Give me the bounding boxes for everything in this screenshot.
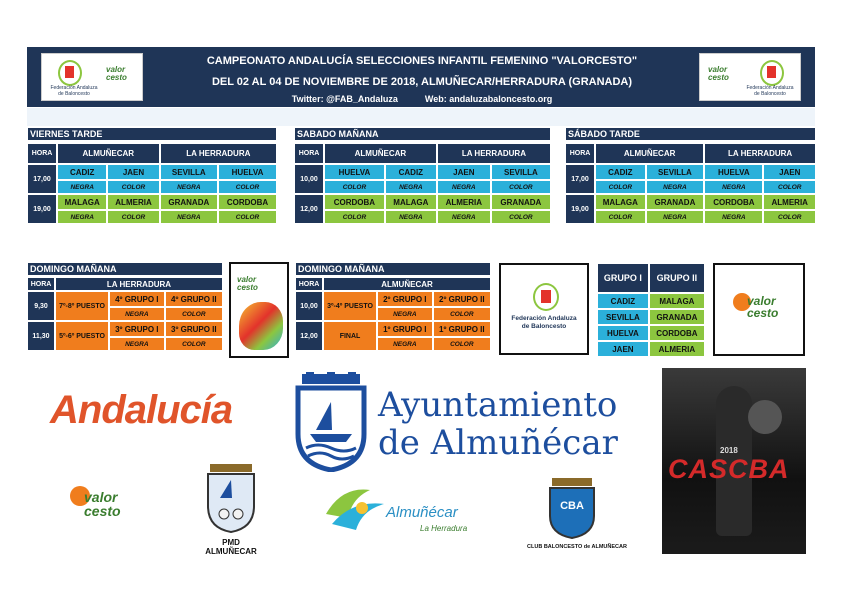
- color-cell: NEGRA: [161, 181, 217, 193]
- ayuntamiento-title: [378, 386, 618, 462]
- valorcesto-logo: valor cesto: [106, 65, 127, 82]
- section-title-viernes: VIERNES TARDE: [28, 128, 276, 140]
- poster-year: 2018: [720, 446, 738, 455]
- hora-header: HORA: [28, 278, 54, 290]
- poster-thumbnail: [229, 262, 289, 358]
- hora-header: HORA: [295, 144, 323, 163]
- fab-logo-text: Federación Andaluza de Baloncesto: [746, 85, 794, 97]
- venue-header: ALMUÑECAR: [325, 144, 436, 163]
- color-cell: COLOR: [219, 211, 276, 223]
- position-cell: 3º-4º PUESTO: [324, 292, 376, 320]
- color-cell: COLOR: [434, 308, 490, 320]
- web-link[interactable]: Web: andaluzabaloncesto.org: [424, 94, 553, 104]
- header-banner: [27, 47, 815, 107]
- color-cell: COLOR: [764, 181, 815, 193]
- valorcesto-logo: valor cesto: [84, 489, 121, 519]
- group-team: ALMERIA: [650, 342, 704, 356]
- valorcesto-footer-logo: [66, 484, 156, 534]
- team-cell: HUELVA: [705, 165, 762, 179]
- team-cell: CORDOBA: [705, 195, 762, 209]
- schedule-sabado-manana: [293, 142, 552, 225]
- pmd-line2: ALMUÑECAR: [205, 547, 257, 556]
- almunecar-wordmark: Almuñécar: [386, 504, 458, 521]
- color-cell: COLOR: [764, 211, 815, 223]
- almunecar-tourism-logo: [322, 484, 492, 544]
- team-cell: CADIZ: [386, 165, 436, 179]
- ayuntamiento-line1: Ayuntamiento: [378, 385, 618, 425]
- schedule-domingo-herradura: [26, 276, 224, 352]
- time-cell: 17,00: [566, 165, 594, 193]
- color-cell: COLOR: [325, 181, 384, 193]
- championship-title: CAMPEONATO ANDALUCÍA SELECCIONES INFANTIL FEMENINO "VALORCESTO": [206, 55, 638, 67]
- header-logos-right: [699, 53, 801, 101]
- team-cell: CADIZ: [596, 165, 645, 179]
- valorcesto-logo: valor cesto: [747, 294, 779, 320]
- section-title-sabado-manana: SABADO MAÑANA: [295, 128, 550, 140]
- team-cell: 1º GRUPO I: [378, 322, 432, 336]
- team-cell: SEVILLA: [647, 165, 704, 179]
- venue-header: ALMUÑECAR: [58, 144, 159, 163]
- color-cell: NEGRA: [647, 211, 704, 223]
- color-cell: COLOR: [108, 211, 158, 223]
- team-cell: 3º GRUPO I: [110, 322, 164, 336]
- group-team: GRANADA: [650, 310, 704, 324]
- pmd-line1: PMD: [222, 538, 240, 547]
- pmd-label: [190, 538, 272, 556]
- team-cell: ALMERIA: [764, 195, 815, 209]
- color-cell: NEGRA: [58, 211, 106, 223]
- group-team: MALAGA: [650, 294, 704, 308]
- poster-graphic: [239, 302, 283, 350]
- team-cell: 4º GRUPO II: [166, 292, 222, 306]
- team-cell: CADIZ: [58, 165, 106, 179]
- color-cell: NEGRA: [378, 338, 432, 350]
- team-cell: 1º GRUPO II: [434, 322, 490, 336]
- team-cell: HUELVA: [219, 165, 276, 179]
- schedule-domingo-almunecar: [294, 276, 492, 352]
- time-cell: 17,00: [28, 165, 56, 193]
- color-cell: NEGRA: [386, 181, 436, 193]
- fab-logo-text: Federación Andaluza de Baloncesto: [511, 315, 577, 330]
- group-team: HUELVA: [598, 326, 648, 340]
- color-cell: COLOR: [492, 211, 550, 223]
- color-cell: NEGRA: [438, 181, 490, 193]
- schedule-sabado-tarde: [564, 142, 817, 225]
- venue-header: LA HERRADURA: [161, 144, 276, 163]
- team-cell: MALAGA: [596, 195, 645, 209]
- team-cell: 2º GRUPO I: [378, 292, 432, 306]
- team-cell: ALMERIA: [438, 195, 490, 209]
- ayuntamiento-line2: de Almuñécar: [378, 423, 618, 463]
- color-cell: NEGRA: [438, 211, 490, 223]
- valorcesto-logo: valor cesto: [708, 65, 729, 82]
- color-cell: COLOR: [166, 338, 222, 350]
- color-cell: NEGRA: [705, 211, 762, 223]
- hora-header: HORA: [28, 144, 56, 163]
- color-cell: COLOR: [219, 181, 276, 193]
- ayuntamiento-shield-icon: [292, 372, 370, 472]
- cascba-poster: [662, 368, 806, 554]
- andalucia-logo: Andalucía: [50, 388, 233, 432]
- venue-header: ALMUÑECAR: [324, 278, 490, 290]
- time-cell: 10,00: [296, 292, 322, 320]
- pmd-shield-icon: [204, 462, 258, 534]
- color-cell: COLOR: [325, 211, 384, 223]
- color-cell: COLOR: [596, 181, 645, 193]
- venue-header: LA HERRADURA: [705, 144, 815, 163]
- hora-header: HORA: [296, 278, 322, 290]
- time-cell: 11,30: [28, 322, 54, 350]
- fab-logo-icon: [760, 60, 784, 86]
- color-cell: NEGRA: [161, 211, 217, 223]
- groups-table: [596, 262, 706, 358]
- cba-label: CBA: [560, 500, 584, 512]
- team-cell: SEVILLA: [161, 165, 217, 179]
- venue-header: ALMUÑECAR: [596, 144, 703, 163]
- contact-line: [177, 94, 667, 104]
- twitter-link[interactable]: Twitter: @FAB_Andaluza: [291, 94, 398, 104]
- color-cell: NEGRA: [110, 338, 164, 350]
- color-cell: NEGRA: [705, 181, 762, 193]
- cba-shield-icon: [546, 476, 598, 540]
- time-cell: 12,00: [296, 322, 322, 350]
- hora-header: HORA: [566, 144, 594, 163]
- valorcesto-logo-frame: [713, 263, 805, 356]
- position-cell: 7º-8º PUESTO: [56, 292, 108, 320]
- color-cell: NEGRA: [378, 308, 432, 320]
- team-cell: 3º GRUPO II: [166, 322, 222, 336]
- wave-icon: [322, 484, 392, 534]
- group-team: CADIZ: [598, 294, 648, 308]
- team-cell: ALMERIA: [108, 195, 158, 209]
- position-cell: 5º-6º PUESTO: [56, 322, 108, 350]
- schedule-viernes: [26, 142, 278, 225]
- team-cell: GRANADA: [647, 195, 704, 209]
- valorcesto-logo: valor cesto: [237, 275, 258, 292]
- section-title-domingo-herradura: DOMINGO MAÑANA: [28, 263, 222, 275]
- fab-logo-frame: [499, 263, 589, 355]
- team-cell: JAEN: [108, 165, 158, 179]
- fab-logo-icon: [533, 283, 559, 311]
- team-cell: CORDOBA: [219, 195, 276, 209]
- time-cell: 12,00: [295, 195, 323, 223]
- team-cell: SEVILLA: [492, 165, 550, 179]
- championship-dates: DEL 02 AL 04 DE NOVIEMBRE DE 2018, ALMUÑECAR/HERRADURA (GRANADA): [211, 76, 633, 88]
- team-cell: HUELVA: [325, 165, 384, 179]
- team-cell: 2º GRUPO II: [434, 292, 490, 306]
- team-cell: JAEN: [438, 165, 490, 179]
- group-team: JAEN: [598, 342, 648, 356]
- venue-header: LA HERRADURA: [438, 144, 550, 163]
- basketball-icon: [748, 400, 782, 434]
- team-cell: 4º GRUPO I: [110, 292, 164, 306]
- time-cell: 10,00: [295, 165, 323, 193]
- group-team: CORDOBA: [650, 326, 704, 340]
- fab-logo-icon: [58, 60, 82, 86]
- color-cell: COLOR: [166, 308, 222, 320]
- color-cell: NEGRA: [110, 308, 164, 320]
- team-cell: JAEN: [764, 165, 815, 179]
- team-cell: MALAGA: [58, 195, 106, 209]
- group-header: GRUPO II: [650, 264, 704, 292]
- venue-header: LA HERRADURA: [56, 278, 222, 290]
- color-cell: COLOR: [108, 181, 158, 193]
- group-header: GRUPO I: [598, 264, 648, 292]
- team-cell: GRANADA: [492, 195, 550, 209]
- poster-title: CASCBA: [668, 454, 790, 484]
- header-logos-left: [41, 53, 143, 101]
- color-cell: NEGRA: [647, 181, 704, 193]
- section-title-domingo-almunecar: DOMINGO MAÑANA: [296, 263, 490, 275]
- team-cell: GRANADA: [161, 195, 217, 209]
- header-strip: [27, 108, 815, 126]
- group-team: SEVILLA: [598, 310, 648, 324]
- color-cell: COLOR: [596, 211, 645, 223]
- position-cell: FINAL: [324, 322, 376, 350]
- team-cell: MALAGA: [386, 195, 436, 209]
- section-title-sabado-tarde: SÁBADO TARDE: [566, 128, 815, 140]
- color-cell: COLOR: [492, 181, 550, 193]
- color-cell: COLOR: [434, 338, 490, 350]
- color-cell: NEGRA: [58, 181, 106, 193]
- color-cell: NEGRA: [386, 211, 436, 223]
- fab-logo-text: Federación Andaluza de Baloncesto: [50, 85, 98, 97]
- club-label: CLUB BALONCESTO de ALMUÑECAR: [527, 544, 627, 550]
- time-cell: 19,00: [28, 195, 56, 223]
- time-cell: 9,30: [28, 292, 54, 320]
- team-cell: CORDOBA: [325, 195, 384, 209]
- herradura-wordmark: La Herradura: [420, 524, 468, 533]
- time-cell: 19,00: [566, 195, 594, 223]
